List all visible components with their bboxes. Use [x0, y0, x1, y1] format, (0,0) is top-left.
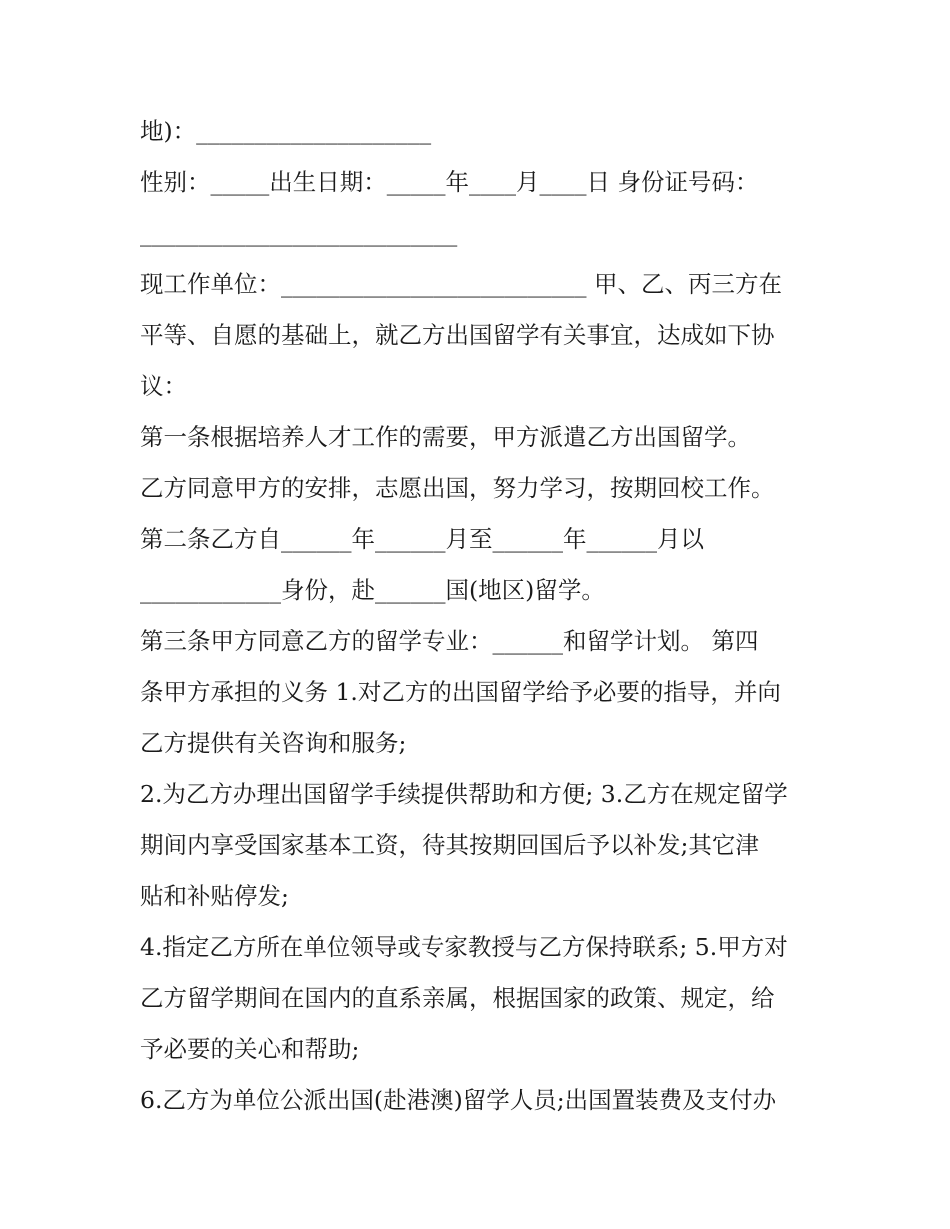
text-line: 现工作单位：__________________________ 甲、乙、丙三方在 — [140, 270, 782, 298]
text-line: 条甲方承担的义务 1.对乙方的出国留学给予必要的指导，并向 — [140, 678, 781, 706]
text-line: 性别：_____出生日期：_____年____月____日 身份证号码： — [140, 168, 759, 196]
text-line: 第一条根据培养人才工作的需要，甲方派遣乙方出国留学。 — [140, 423, 751, 451]
document-body — [140, 106, 820, 1126]
text-line: 予必要的关心和帮助; — [140, 1035, 360, 1063]
text-line: 地)：____________________ — [140, 117, 432, 145]
text-line: 第二条乙方自______年______月至______年______月以 — [140, 525, 704, 553]
text-line: 4.指定乙方所在单位领导或专家教授与乙方保持联系; 5.甲方对 — [140, 933, 788, 961]
text-line: 期间内享受国家基本工资，待其按期回国后予以补发;其它津 — [140, 831, 759, 859]
text-line: 第三条甲方同意乙方的留学专业：______和留学计划。 第四 — [140, 627, 759, 655]
text-line: ____________身份，赴______国(地区)留学。 — [140, 576, 605, 604]
text-line: 乙方同意甲方的安排，志愿出国，努力学习，按期回校工作。 — [140, 474, 775, 502]
text-line: 平等、自愿的基础上，就乙方出国留学有关事宜，达成如下协 — [140, 321, 775, 349]
text-line: 乙方提供有关咨询和服务; — [140, 729, 407, 757]
text-line: 贴和补贴停发; — [140, 882, 289, 910]
text-line: 2.为乙方办理出国留学手续提供帮助和方便; 3.乙方在规定留学 — [140, 780, 788, 808]
text-line: 6.乙方为单位公派出国(赴港澳)留学人员;出国置装费及支付办 — [140, 1086, 777, 1114]
text-line: 乙方留学期间在国内的直系亲属，根据国家的政策、规定，给 — [140, 984, 775, 1012]
text-line: 议： — [140, 372, 187, 400]
text-line: ___________________________ — [140, 219, 458, 247]
